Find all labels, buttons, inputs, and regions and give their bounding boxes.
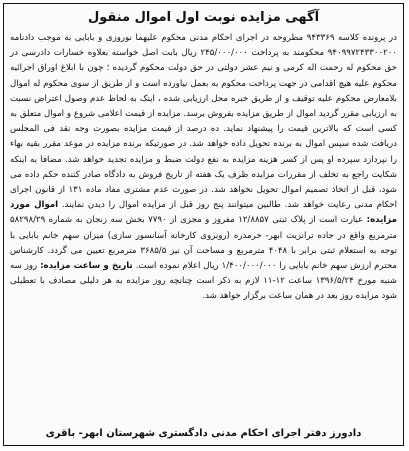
notice-body (10, 31, 397, 305)
asset-label: اموال مورد مزایده: (10, 200, 397, 226)
auction-date-label: تاریخ و ساعت مزایده: (40, 261, 133, 272)
auction-date-text: روز سه شنبه مورخ ۱۳۹۶/۵/۲۴ ساعت ۱۲-۱۱ لازم به ذکر است چنانچه روز مزایده به هر دلیلی مصادف با تعطیلی شود مزایده روز بعد در همان ساعت برگزار خواهد شد. (10, 261, 398, 302)
notice-signature: دادورز دفتر اجرای احکام مدنی دادگستری شهرستان ابهر- باقری (45, 428, 362, 439)
notice-body-text: در پرونده کلاسه ۹۴۳۳۶۹ مطروحه در اجرای احکام مدنی محکوم علیهما نوروزی و بابایی به موجب دادنامه ۹۴۰۹۹۷۲۴۳۳۰۰۲۰۰ محکومند به پرداخت ۲۴۵/۰۰۰/۰۰۰ ریال بابت اصل خواسته بعلاوه خسارات دادرسی در حق محکوم له رحمت اله کرمی و نیم عشر دولتی در حق دولت محکوم گردیده ؛ چون با ابلاغ اوراق اجرائیه محکوم علیه هیچ اقدامی در جهت پرداخت محکوم به بعمل نیاورده است و از طریق از سوی محکوم له اموال بلامعارض محکوم علیه توقیف و از طریق خبره محل ارزیابی شده ، اینک به لحاظ عدم وصول اعتراض نسبت به ارزیابی مقرر گردید اموال از طریق مزایده بفروش برسد. مزایده از قیمت اعلامی شروع و اموال متعلق به کسی است که بالاترین قیمت را پیشنهاد نماید. ده درصد از قیمت مزایده بصورت وجه نقد فی المجلس دریافت شده سپس اموال به برنده تحویل داده خواهد شد. در صورتیکه برنده مزایده در موعد مقرر بقیه بهاء را نپردازد سپرده او پس از کسر هزینه مزایده به نفع دولت ضبط و مزایده تجدید خواهد شد. مضافا به اینکه شکایت راجع به تخلف از مقررات مزایده ظرف یک هفته از تاریخ فروش به دادگاه صادر کننده حکم داده می شود، قبل از اتخاذ تصمیم اموال تحویل نخواهد شد. در صورت عدم مشتری مفاد ماده ۱۳۱ از قانون اجرای احکام مدنی رعایت خواهد شد. طالبین میتوانند پنج روز قبل از مزایده اموال را دیدن نمایند. (10, 33, 398, 211)
asset-description: عبارت است از پلاک ثبتی ۱۲/۸۸۵۷ مفروز و مجزی از ۷۷۹۰ بخش سه زنجان به شماره ۵۸۲۹۸/۲۹ مترمربع واقع در جاده ترانزیت ابهر- خرمدره (روبروی کارخانه آسانسور سازی) میزان سهم خانم بابایی با توجه به استعلام ثبتی برابر با ۴۰۴۸ مترمربع و مساحت آن نیز ۳۶۸۵/۵ مترمربع تعیین می گردد. کارشناس محترم ارزش سهم خانم بابایی را ۱/۴۰۰/۰۰۰/۰۰۰ ریال اعلام نموده است. (10, 215, 398, 272)
auction-notice (3, 3, 404, 446)
notice-title: آگهی مزایده نوبت اول اموال منقول (87, 10, 320, 25)
